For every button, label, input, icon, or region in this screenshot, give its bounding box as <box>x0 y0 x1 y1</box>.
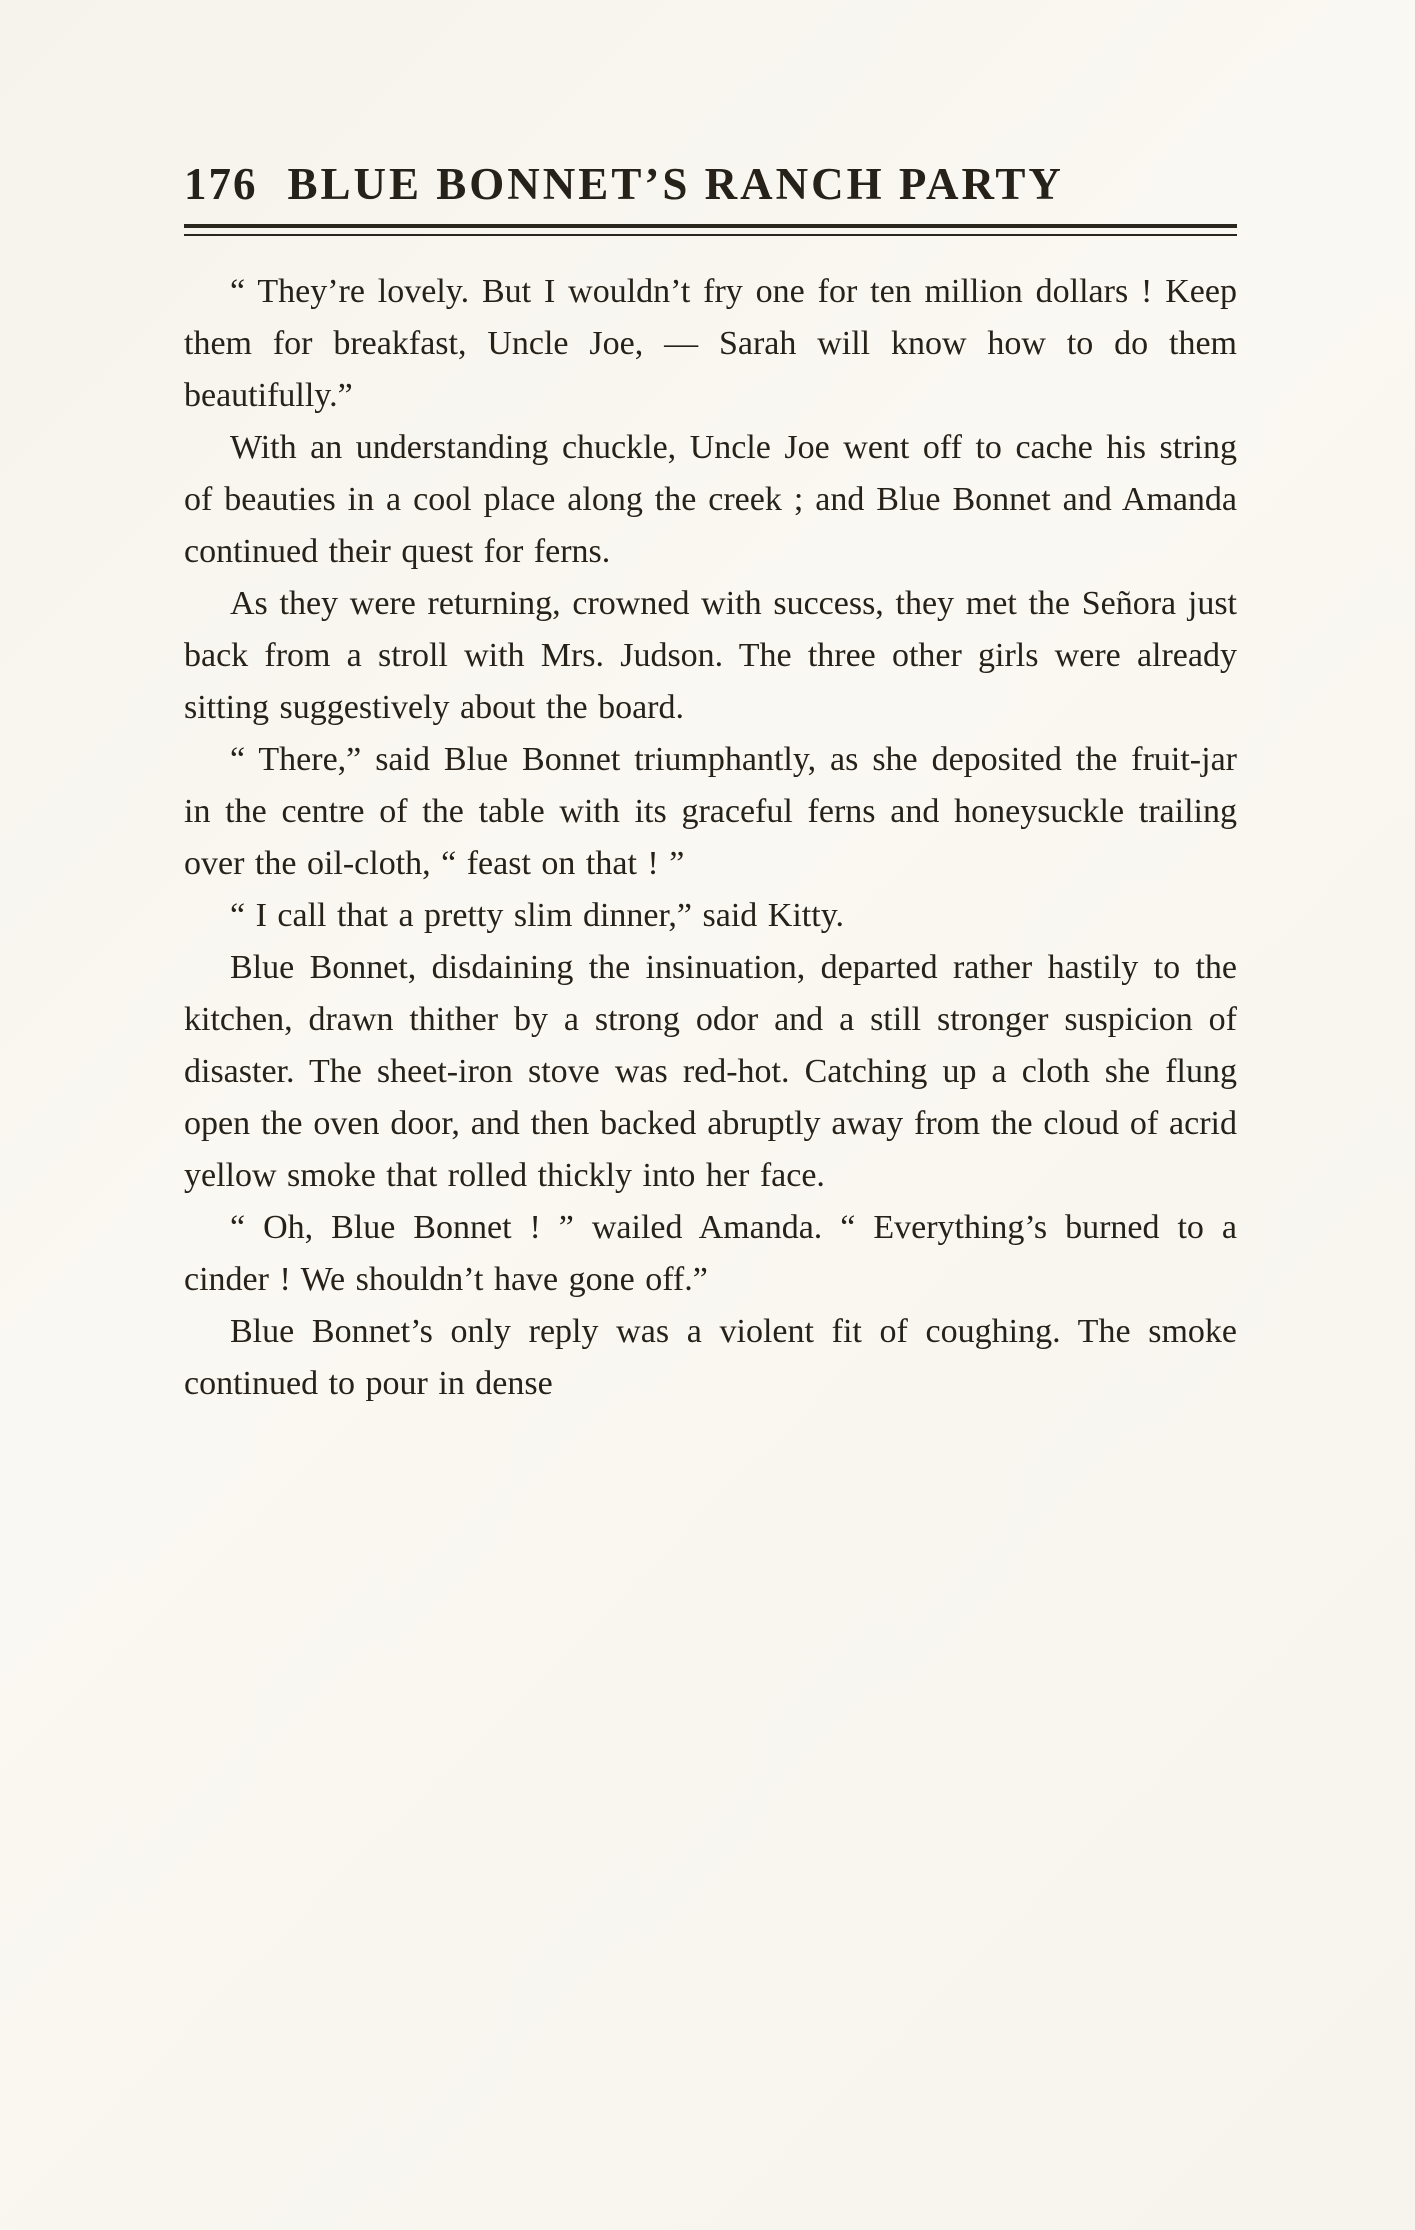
paragraph: Blue Bonnet, disdaining the insinuation, departed rather hastily to the kitchen, drawn thither by a strong odor and a still stronger suspicion of disaster. The sheet-iron stove was red-hot. Catching up a cloth she flung open the oven door, and then backed abruptly away from the cloud of acrid yellow smoke that rolled thickly into her face. <box>184 949 1237 1194</box>
header-rule <box>184 224 1237 236</box>
paragraph: “ There,” said Blue Bonnet triumphantly, as she deposited the fruit-jar in the centre of the table with its graceful ferns and honeysuckle trailing over the oil-cloth, “ feast on that ! ” <box>184 741 1237 882</box>
paragraph: “ They’re lovely. But I wouldn’t fry one for ten million dollars ! Keep them for breakfast, Uncle Joe, — Sarah will know how to do them beautifully.” <box>184 273 1237 414</box>
paragraph: As they were returning, crowned with success, they met the Señora just back from a stroll with Mrs. Judson. The three other girls were already sitting suggestively about the board. <box>184 585 1237 726</box>
paragraph: “ Oh, Blue Bonnet ! ” wailed Amanda. “ Everything’s burned to a cinder ! We shouldn’t have gone off.” <box>184 1209 1237 1298</box>
running-title-text: BLUE BONNET’S RANCH PARTY <box>287 159 1064 209</box>
paragraph: “ I call that a pretty slim dinner,” said Kitty. <box>230 897 844 934</box>
page-number: 176 <box>184 159 258 209</box>
page-header <box>184 158 1237 210</box>
running-title <box>288 158 1238 210</box>
paragraph: With an understanding chuckle, Uncle Joe went off to cache his string of beauties in a cool place along the creek ; and Blue Bonnet and Amanda continued their quest for ferns. <box>184 429 1237 570</box>
body-text <box>184 266 1237 1410</box>
paragraph: Blue Bonnet’s only reply was a violent fit of coughing. The smoke continued to pour in dense <box>184 1313 1237 1402</box>
